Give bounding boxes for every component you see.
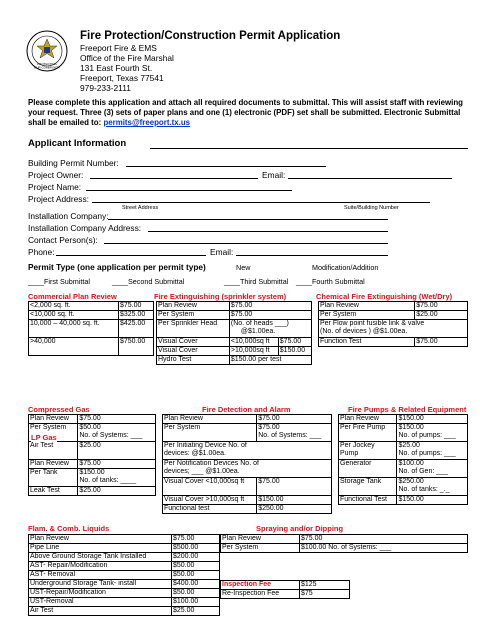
table-cell: $75.00 — [278, 338, 311, 347]
intro-paragraph: Please complete this application and attach all required documents to submittal. This will assist staff with reviewing your request. Three (3) sets of paper plans and one (1) electronic (PDF) set shall be submitted. Electronic Submittal shall be emailed to: permits@freeport.tx.us — [28, 98, 463, 127]
table-cell: Inspection Fee — [221, 581, 300, 590]
table-cell: $125 — [300, 581, 350, 590]
table-cell: UST-Removal — [29, 598, 172, 607]
table-row — [157, 311, 312, 320]
building-permit-label: Building Permit Number: — [28, 158, 119, 168]
cell-text: $50.00 — [79, 424, 101, 431]
table-row — [29, 460, 156, 469]
table-cell: 10,000 – 40,000 sq. ft. — [29, 320, 119, 338]
cell-text: No. of pumps: ___ — [398, 450, 456, 457]
submittal-fourth[interactable]: ____Fourth Submittal — [296, 277, 365, 286]
cell-text: No. of tanks: _._ — [398, 486, 450, 493]
table-row — [157, 320, 312, 338]
table-cell: <10,000sq ft — [229, 338, 278, 347]
table-cell: $150.00 — [257, 496, 332, 505]
table-cell: $75.00 — [78, 415, 156, 424]
table-row — [221, 590, 350, 599]
table-cell: UST-Repair/Modification — [29, 589, 172, 598]
table-row — [29, 338, 154, 356]
spraying-heading: Spraying and/or Dipping — [256, 524, 344, 533]
project-owner-label: Project Owner: — [28, 170, 84, 180]
table-cell: $150.00 — [278, 347, 311, 356]
table-cell: Per System — [221, 544, 300, 553]
heading-rule — [150, 148, 468, 149]
table-cell: Underground Storage Tank- install — [29, 580, 172, 589]
table-row — [221, 535, 468, 544]
cell-text: No. of Systems: ___ — [258, 432, 322, 439]
table-cell — [339, 442, 397, 460]
table-cell: Plan Review — [319, 302, 415, 311]
table-cell: $75 — [300, 590, 350, 599]
contact-field[interactable] — [104, 243, 388, 244]
table-row — [29, 544, 220, 553]
table-row — [29, 562, 220, 571]
building-permit-field[interactable] — [126, 166, 326, 167]
table-cell — [229, 320, 311, 338]
table-cell: $75.00 — [229, 302, 311, 311]
table-cell: AST- Removal — [29, 571, 172, 580]
table-cell: $50.00 — [172, 589, 220, 598]
street-address-caption: Street Address — [122, 205, 159, 211]
table-row — [29, 415, 156, 424]
table-cell: Plan Review — [157, 302, 230, 311]
table-cell: $750.00 — [118, 338, 153, 356]
table-cell: <2,000 sq. ft. — [29, 302, 119, 311]
table-cell: $75.00 — [257, 415, 332, 424]
table-row — [29, 553, 220, 562]
installation-address-field[interactable] — [148, 231, 388, 232]
project-name-field[interactable] — [86, 190, 292, 191]
table-row — [29, 302, 154, 311]
sprinkler-heading: Fire Extinguishing (sprinkler system) — [154, 292, 287, 301]
table-cell: Storage Tank — [339, 478, 397, 496]
table-cell — [397, 424, 468, 442]
table-cell: Per System — [157, 311, 230, 320]
table-cell: $425.00 — [118, 320, 153, 338]
table-row — [29, 442, 156, 460]
project-owner-field[interactable] — [90, 178, 258, 179]
spraying-table — [220, 534, 468, 553]
contact-label: Contact Person(s): — [28, 235, 98, 245]
contact-email-label: Email: — [210, 247, 234, 257]
table-cell: $75.00 — [300, 535, 468, 544]
chemical-table — [318, 301, 468, 347]
table-cell: $150.00 per test — [229, 356, 311, 365]
pumps-table — [338, 414, 468, 505]
commercial-plan-heading: Commercial Plan Review — [28, 292, 117, 301]
table-cell: $150.00 — [397, 415, 468, 424]
table-cell: $75.00 — [172, 535, 220, 544]
table-row — [29, 580, 220, 589]
svg-text:OUR COMMUNITY: OUR COMMUNITY — [34, 65, 60, 70]
fire-department-seal — [26, 30, 68, 72]
table-cell: Per System — [163, 424, 257, 442]
pumps-heading: Fire Pumps & Related Equipment — [348, 405, 467, 414]
cell-text: Per Jockey — [340, 442, 375, 449]
table-cell: $50.00 — [172, 562, 220, 571]
table-row — [29, 469, 156, 487]
detection-heading: Fire Detection and Alarm — [202, 405, 291, 414]
table-row — [319, 320, 468, 338]
table-cell — [397, 442, 468, 460]
table-cell — [163, 442, 332, 460]
table-cell: Leak Test — [29, 487, 78, 496]
lp-gas-heading: LP Gas — [31, 433, 57, 442]
table-cell: Plan Review — [29, 415, 78, 424]
table-row — [29, 607, 220, 616]
table-row — [319, 311, 468, 320]
table-row — [157, 338, 312, 347]
table-cell: $150.00 — [397, 496, 468, 505]
table-row — [29, 535, 220, 544]
table-row — [29, 311, 154, 320]
table-row — [29, 320, 154, 338]
table-cell: Visual Cover — [157, 338, 230, 347]
table-row — [339, 415, 468, 424]
table-cell: Visual Cover — [157, 347, 230, 356]
phone-field[interactable] — [56, 255, 206, 256]
table-cell: Plan Review — [221, 535, 300, 544]
table-row — [163, 460, 332, 478]
permit-type-label: Permit Type (one application per permit type) — [28, 262, 206, 272]
header-line: 979-233-2111 — [80, 83, 131, 93]
permit-new-option[interactable]: New — [236, 263, 251, 272]
table-row — [339, 478, 468, 496]
table-cell: $75.00 — [118, 302, 153, 311]
table-row — [163, 496, 332, 505]
table-cell — [78, 424, 156, 442]
header-line: Office of the Fire Marshal — [80, 53, 174, 63]
table-cell: Air Test — [29, 607, 172, 616]
permit-email-link[interactable]: permits@freeport.tx.us — [103, 118, 191, 127]
compressed-gas-heading: Compressed Gas — [28, 405, 90, 414]
project-address-field[interactable] — [92, 202, 430, 203]
installation-address-label: Installation Company Address: — [28, 223, 142, 233]
phone-label: Phone: — [28, 247, 55, 257]
table-cell: $75.00 — [229, 311, 311, 320]
cell-text: No. of Gen: ___ — [398, 468, 448, 475]
table-cell: Above Ground Storage Tank Installed — [29, 553, 172, 562]
table-cell: <10,000 sq. ft. — [29, 311, 119, 320]
table-cell: $25.00 — [78, 487, 156, 496]
table-row — [29, 598, 220, 607]
table-cell: Hydro Test — [157, 356, 230, 365]
table-row — [163, 478, 332, 496]
table-cell: Plan Review — [29, 460, 78, 469]
table-cell: $250.00 — [257, 505, 332, 514]
table-cell: Air Test — [29, 442, 78, 460]
document-title: Fire Protection/Construction Permit Application — [80, 30, 341, 42]
installation-company-label: Installation Company: — [28, 211, 109, 221]
table-row — [339, 442, 468, 460]
table-cell: Plan Review — [163, 415, 257, 424]
svg-text:PROTECTING: PROTECTING — [37, 62, 57, 66]
table-cell: AST- Repair/Modification — [29, 562, 172, 571]
table-row — [319, 338, 468, 347]
table-cell: Per System — [29, 424, 78, 442]
submittal-first[interactable]: ____First Submittal — [28, 277, 90, 286]
table-cell — [257, 424, 332, 442]
table-cell: $25.00 — [172, 607, 220, 616]
cell-text: $150.00 — [79, 469, 105, 476]
cell-text: $150.00 — [398, 424, 424, 431]
table-cell: Pipe Line — [29, 544, 172, 553]
table-cell: Re-Inspection Fee — [221, 590, 300, 599]
table-cell: Plan Review — [339, 415, 397, 424]
submittal-second[interactable]: ____Second Submittal — [112, 277, 185, 286]
sprinkler-table — [156, 301, 312, 365]
table-cell: $325.00 — [118, 311, 153, 320]
table-row — [221, 581, 350, 590]
cell-text: Per Initiating Device No. of — [164, 442, 247, 449]
table-row — [163, 505, 332, 514]
header-line: Freeport Fire & EMS — [80, 43, 157, 53]
cell-text: Per Notification Devices No. of — [164, 460, 259, 467]
flam-table — [28, 534, 220, 616]
chemical-heading: Chemical Fire Extinguishing (Wet/Dry) — [316, 292, 453, 301]
cell-text: $250.00 — [398, 478, 424, 485]
table-cell — [397, 478, 468, 496]
table-row — [339, 460, 468, 478]
submittal-third[interactable]: ____Third Submittal — [224, 277, 289, 286]
cell-text: @$1.00ea. — [240, 328, 276, 335]
project-address-label: Project Address: — [28, 194, 89, 204]
cell-text: No. of Systems: ___ — [79, 432, 143, 439]
cell-text: devices; ___ @$1.00ea. — [164, 468, 240, 475]
cell-text: $100.00 — [398, 460, 424, 467]
cell-text: devices: @$1.00ea. — [164, 450, 226, 457]
installation-company-field[interactable] — [108, 219, 388, 220]
cell-text: (No. of devices ) @$1.00ea. — [320, 328, 408, 335]
table-cell: Visual Cover >10,000sq ft — [163, 496, 257, 505]
cell-text: No. of pumps: ___ — [398, 432, 456, 439]
table-row — [221, 544, 468, 553]
header-line: Freeport, Texas 77541 — [80, 73, 164, 83]
table-cell: $75.00 — [257, 478, 332, 496]
compressed-gas-table — [28, 414, 156, 496]
table-row — [157, 347, 312, 356]
table-row — [339, 424, 468, 442]
project-name-label: Project Name: — [28, 182, 82, 192]
applicant-heading: Applicant Information — [28, 138, 127, 149]
table-cell: Generator — [339, 460, 397, 478]
table-cell: $500.00 — [172, 544, 220, 553]
inspection-fee-table — [220, 580, 350, 599]
table-cell: $25.00 — [415, 311, 468, 320]
permit-modification-option[interactable]: Modification/Addition — [312, 263, 379, 272]
table-cell: $75.00 — [415, 338, 468, 347]
table-cell: $50.00 — [172, 571, 220, 580]
cell-text: Per Flow point fusible link & valve — [320, 320, 425, 327]
cell-text: (No. of heads ___) — [230, 320, 289, 327]
table-cell — [397, 460, 468, 478]
cell-text: Pump — [340, 450, 359, 457]
table-cell: $100.00 No. of Systems: ___ — [300, 544, 468, 553]
owner-email-label: Email: — [262, 170, 286, 180]
table-cell: >40,000 — [29, 338, 119, 356]
table-cell — [319, 320, 468, 338]
table-row — [29, 589, 220, 598]
detection-table — [162, 414, 332, 514]
cell-text: No. of tanks: ____ — [79, 477, 137, 484]
table-cell: Per Fire Pump — [339, 424, 397, 442]
suite-caption: Suite/Building Number — [344, 205, 399, 211]
contact-email-field[interactable] — [236, 255, 388, 256]
table-cell: $75.00 — [415, 302, 468, 311]
table-row — [157, 302, 312, 311]
table-row — [163, 415, 332, 424]
header-line: 131 East Fourth St. — [80, 63, 153, 73]
table-cell: Per Tank — [29, 469, 78, 487]
table-row — [319, 302, 468, 311]
table-cell — [163, 460, 332, 478]
table-cell: $100.00 — [172, 598, 220, 607]
commercial-plan-table — [28, 301, 154, 356]
table-row — [29, 487, 156, 496]
table-cell: $400.00 — [172, 580, 220, 589]
table-cell: Functional test — [163, 505, 257, 514]
table-row — [29, 571, 220, 580]
table-row — [339, 496, 468, 505]
table-cell: Per System — [319, 311, 415, 320]
cell-text: $25.00 — [398, 442, 420, 449]
table-cell: Per Sprinkler Head — [157, 320, 230, 338]
cell-text: $75.00 — [258, 424, 280, 431]
table-cell: $75.00 — [78, 460, 156, 469]
table-cell: Visual Cover <10,000sq ft — [163, 478, 257, 496]
table-cell: >10,000sq ft — [229, 347, 278, 356]
table-cell: Functional Test — [339, 496, 397, 505]
table-cell: Plan Review — [29, 535, 172, 544]
table-cell — [78, 469, 156, 487]
table-row — [157, 356, 312, 365]
owner-email-field[interactable] — [288, 178, 452, 179]
table-row — [163, 442, 332, 460]
table-cell: $200.00 — [172, 553, 220, 562]
table-row — [163, 424, 332, 442]
table-cell: Function Test — [319, 338, 415, 347]
table-cell: $25.00 — [78, 442, 156, 460]
flam-heading: Flam. & Comb. Liquids — [28, 524, 110, 533]
